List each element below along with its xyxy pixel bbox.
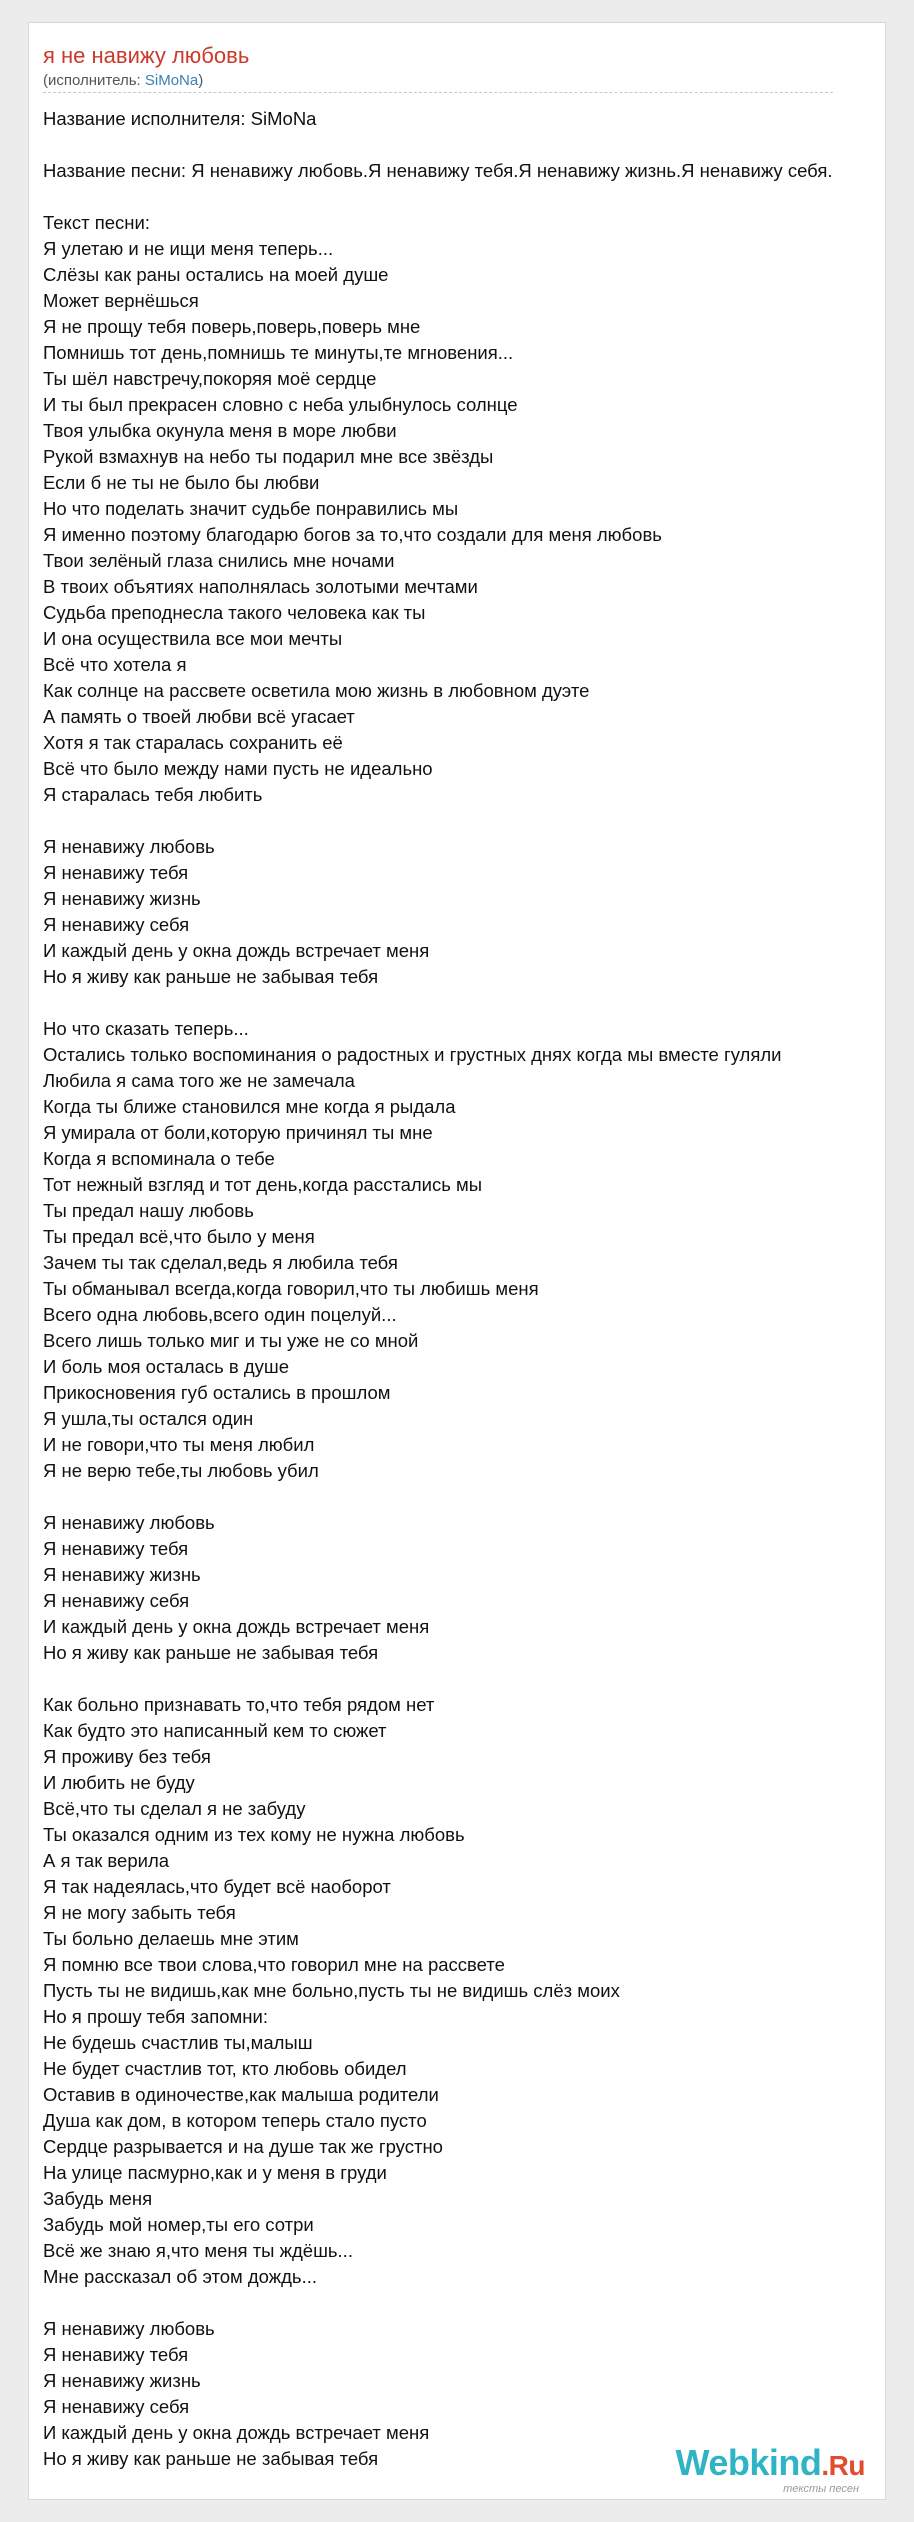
logo-ru: .Ru bbox=[821, 2450, 865, 2481]
artist-line bbox=[43, 72, 203, 90]
page-title: я не навижу любовь bbox=[43, 43, 250, 68]
artist-suffix: ) bbox=[198, 72, 204, 89]
logo-subtitle: тексты песен bbox=[783, 2483, 859, 2495]
webkind-logo[interactable] bbox=[676, 2444, 865, 2495]
lyrics-text: Название исполнителя: SiMoNa Название песни: Я ненавижу любовь.Я ненавижу тебя.Я ненавижу жизнь.Я ненавижу себя. Текст песни: Я улетаю и не ищи меня теперь... Слёзы как раны остались на моей душе Может вернёшься Я не прощу тебя поверь,поверь,поверь мне Помнишь тот день,помнишь те минуты,те мгновения... Ты шёл навстречу,покоряя моё сердце И ты был прекрасен словно с неба улыбнулось солнце Твоя улыбка окунула меня в море любви Рукой взмахнув на небо ты подарил мне все звёзды Если б не ты не было бы любви Но что поделать значит судьбе понравились мы Я именно поэтому благодарю богов за то,что создали для меня любовь Твои зелёный глаза снились мне ночами В твоих объятиях наполнялась золотыми мечтами Судьба преподнесла такого человека как ты И она осуществила все мои мечты Всё что хотела я Как солнце на рассвете осветила мою жизнь в любовном дуэте А память о твоей любви всё угасает Хотя я так старалась сохранить её Всё что было между нами пусть не идеально Я старалась тебя любить Я ненавижу любовь Я ненавижу тебя Я ненавижу жизнь Я ненавижу себя И каждый день у окна дождь встречает меня Но я живу как раньше не забывая тебя Но что сказать теперь... Остались только воспоминания о радостных и грустных днях когда мы вместе гуляли Любила я сама того же не замечала Когда ты ближе становился мне когда я рыдала Я умирала от боли,которую причинял ты мне Когда я вспоминала о тебе Тот нежный взгляд и тот день,когда расстались мы Ты предал нашу любовь Ты предал всё,что было у меня Зачем ты так сделал,ведь я любила тебя Ты обманывал всегда,когда говорил,что ты любишь меня Всего одна любовь,всего один поцелуй... Всего лишь только миг и ты уже не со мной И боль моя осталась в душе Прикосновения губ остались в прошлом Я ушла,ты остался один И не говори,что ты меня любил Я не верю тебе,ты любовь убил Я ненавижу любовь Я ненавижу тебя Я ненавижу жизнь Я ненавижу себя И каждый день у окна дождь встречает меня Но я живу как раньше не забывая тебя Как больно признавать то,что тебя рядом нет Как будто это написанный кем то сюжет Я проживу без тебя И любить не буду Всё,что ты сделал я не забуду Ты оказался одним из тех кому не нужна любовь А я так верила Я так надеялась,что будет всё наоборот Я не могу забыть тебя Ты больно делаешь мне этим Я помню все твои слова,что говорил мне на рассвете Пусть ты не видишь,как мне больно,пусть ты не видишь слёз моих Но я прошу тебя запомни: Не будешь счастлив ты,малыш Не будет счастлив тот, кто любовь обидел Оставив в одиночестве,как малыша родители Душа как дом, в котором теперь стало пусто Сердце разрывается и на душе так же грустно На улице пасмурно,как и у меня в груди Забудь меня Забудь мой номер,ты его сотри Всё же знаю я,что меня ты ждёшь... Мне рассказал об этом дождь... Я ненавижу любовь Я ненавижу тебя Я ненавижу жизнь Я ненавижу себя И каждый день у окна дождь встречает меня Но я живу как раньше не забывая тебя bbox=[43, 108, 833, 2469]
artist-link[interactable]: SiMoNa bbox=[144, 72, 199, 89]
logo-wordmark bbox=[676, 2444, 865, 2485]
logo-kind: kind bbox=[749, 2442, 822, 2483]
divider bbox=[43, 92, 833, 93]
logo-web: Web bbox=[675, 2442, 750, 2483]
lyrics-card bbox=[28, 22, 886, 2500]
artist-prefix: (исполнитель: bbox=[43, 72, 145, 89]
